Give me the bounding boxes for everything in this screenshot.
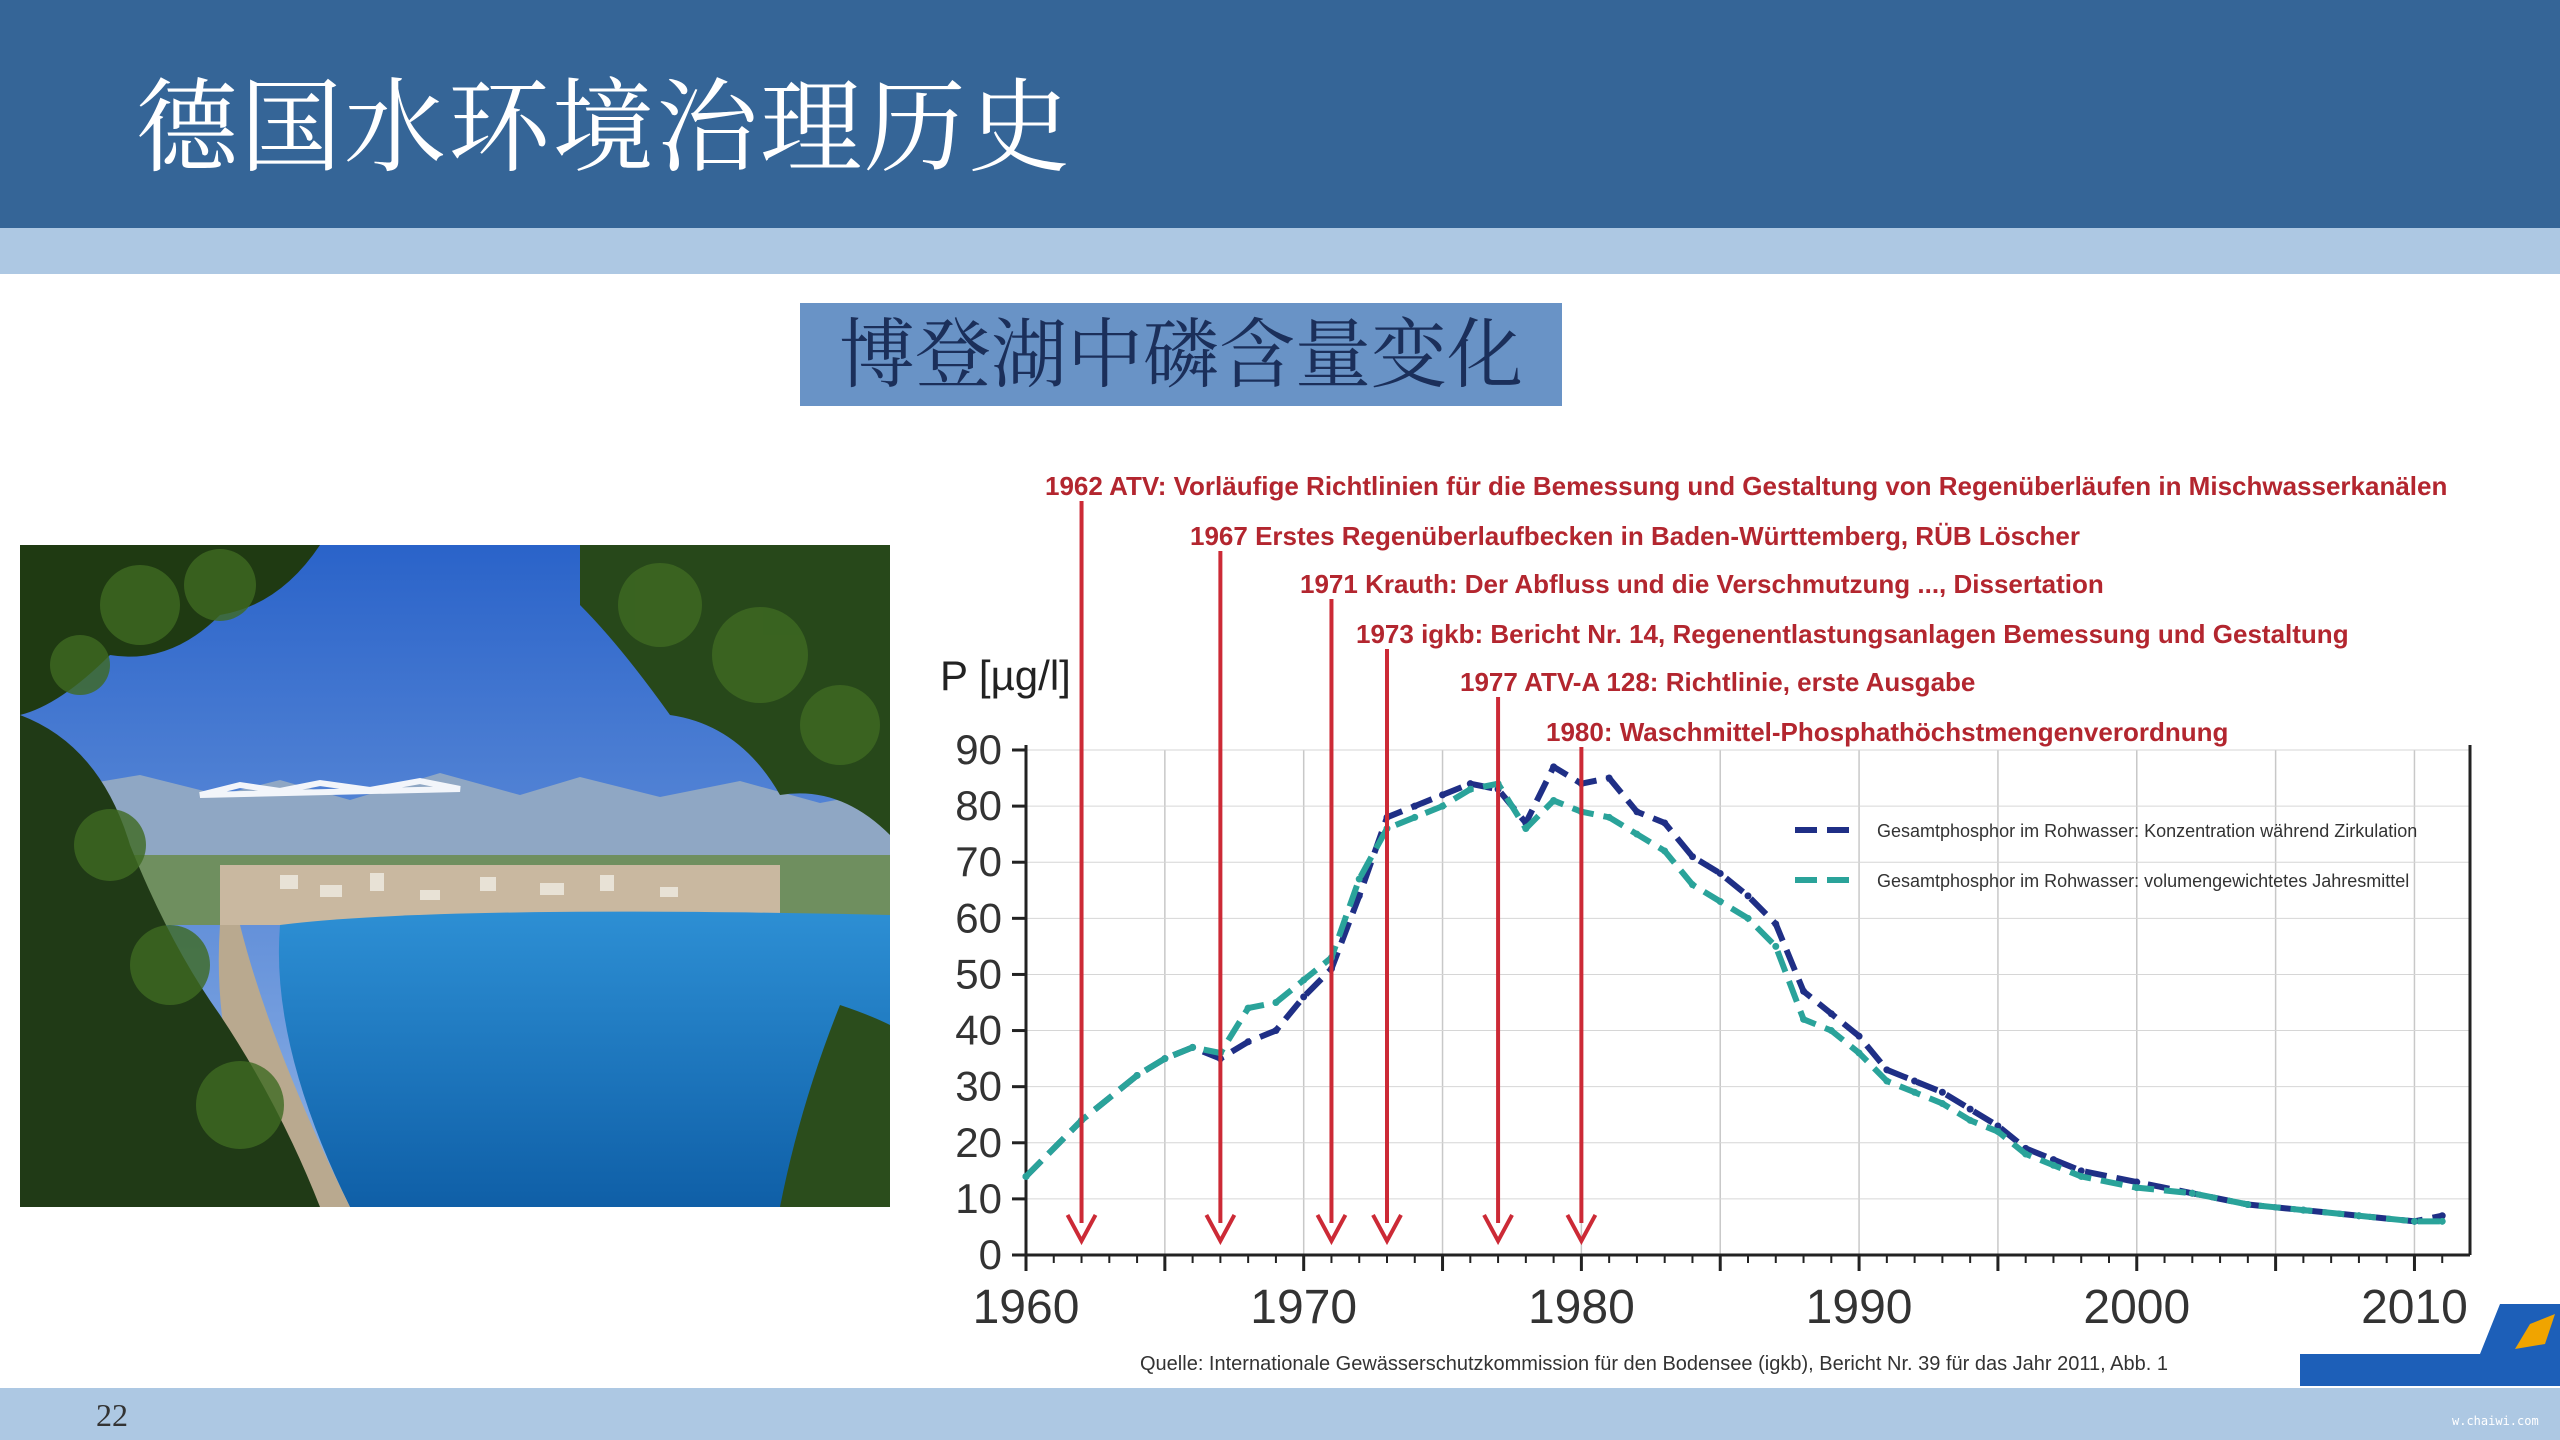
series-point-2 bbox=[1439, 803, 1446, 810]
chart-subtitle: 博登湖中磷含量变化 bbox=[800, 303, 1562, 406]
series-point-2 bbox=[1661, 848, 1668, 855]
y-axis-label: P [µg/l] bbox=[940, 652, 1071, 699]
series-point-1 bbox=[1828, 1010, 1835, 1017]
x-tick-label: 1970 bbox=[1250, 1281, 1358, 1334]
y-tick-label: 0 bbox=[978, 1231, 1002, 1278]
series-point-2 bbox=[1023, 1173, 1030, 1180]
x-tick-label: 1960 bbox=[972, 1281, 1080, 1334]
series-point-2 bbox=[1245, 1005, 1252, 1012]
x-tick-label: 2010 bbox=[2361, 1281, 2468, 1334]
series-point-1 bbox=[1856, 1033, 1863, 1040]
series-point-2 bbox=[1606, 814, 1613, 821]
footer-bar bbox=[0, 1388, 2560, 1440]
x-tick-label: 1980 bbox=[1527, 1281, 1635, 1334]
legend-label-1: Gesamtphosphor im Rohwasser: Konzentration während Zirkulation bbox=[1877, 821, 2418, 841]
series-point-1 bbox=[1661, 819, 1668, 826]
series-point-1 bbox=[1272, 1027, 1279, 1034]
series-point-2 bbox=[2078, 1173, 2085, 1180]
series-point-2 bbox=[1134, 1072, 1141, 1079]
series-point-2 bbox=[1911, 1089, 1918, 1096]
logo bbox=[2300, 1304, 2560, 1386]
series-point-2 bbox=[1717, 898, 1724, 905]
series-point-2 bbox=[1467, 786, 1474, 793]
annotation-label: 1971 Krauth: Der Abfluss und die Verschmutzung ..., Dissertation bbox=[1300, 569, 2104, 599]
legend-label-2: Gesamtphosphor im Rohwasser: volumengewichtetes Jahresmittel bbox=[1877, 871, 2410, 891]
series-point-1 bbox=[1717, 870, 1724, 877]
phosphorus-chart-svg bbox=[930, 445, 2490, 1395]
series-point-2 bbox=[2300, 1207, 2307, 1214]
watermark: w.chaiwi.com bbox=[2452, 1414, 2539, 1428]
series-point-2 bbox=[1633, 831, 1640, 838]
series-point-1 bbox=[1633, 808, 1640, 815]
series-point-2 bbox=[1994, 1128, 2001, 1135]
series-point-1 bbox=[1911, 1078, 1918, 1085]
series-point-2 bbox=[1189, 1044, 1196, 1051]
series-point-1 bbox=[1606, 775, 1613, 782]
series-point-2 bbox=[2133, 1184, 2140, 1191]
annotation-label: 1973 igkb: Bericht Nr. 14, Regenentlastungsanlagen Bemessung und Gestaltung bbox=[1356, 619, 2349, 649]
logo-icon bbox=[2300, 1304, 2560, 1386]
series-point-2 bbox=[1550, 797, 1557, 804]
series-point-2 bbox=[1745, 915, 1752, 922]
series-point-1 bbox=[1772, 920, 1779, 927]
y-tick-label: 40 bbox=[955, 1006, 1002, 1054]
x-tick-label: 1990 bbox=[1805, 1281, 1913, 1334]
series-point-1 bbox=[1689, 853, 1696, 860]
series-point-2 bbox=[2411, 1218, 2418, 1225]
y-tick-label: 50 bbox=[955, 950, 1002, 998]
y-tick-label: 80 bbox=[955, 782, 1002, 830]
y-tick-label: 60 bbox=[955, 894, 1002, 942]
series-point-1 bbox=[1745, 892, 1752, 899]
series-point-1 bbox=[1967, 1106, 1974, 1113]
y-tick-label: 10 bbox=[955, 1174, 1002, 1222]
series-line-2 bbox=[1026, 784, 2442, 1222]
series-point-1 bbox=[1300, 993, 1307, 1000]
y-tick-label: 70 bbox=[955, 838, 1002, 886]
series-point-1 bbox=[1550, 763, 1557, 770]
y-tick-label: 20 bbox=[955, 1118, 1002, 1166]
annotation-label: 1962 ATV: Vorläufige Richtlinien für die Bemessung und Gestaltung von Regenüberläufen in Mischwasserkanälen bbox=[1045, 471, 2448, 501]
series-point-2 bbox=[1856, 1050, 1863, 1057]
annotation-label: 1980: Waschmittel-Phosphathöchstmengenverordnung bbox=[1546, 717, 2229, 747]
x-tick-label: 2000 bbox=[2083, 1281, 2191, 1334]
series-point-2 bbox=[2355, 1212, 2362, 1219]
series-point-1 bbox=[1245, 1038, 1252, 1045]
series-point-2 bbox=[2022, 1151, 2029, 1158]
header-stripe bbox=[0, 228, 2560, 274]
phosphorus-chart bbox=[930, 445, 2490, 1395]
series-point-2 bbox=[1883, 1078, 1890, 1085]
series-point-1 bbox=[1800, 988, 1807, 995]
series-point-2 bbox=[1272, 999, 1279, 1006]
chart-source: Quelle: Internationale Gewässerschutzkommission für den Bodensee (igkb), Bericht Nr. 39 für das Jahr 2011, Abb. 1 bbox=[1140, 1353, 2168, 1375]
series-point-1 bbox=[1883, 1066, 1890, 1073]
series-point-2 bbox=[2189, 1190, 2196, 1197]
page-number: 22 bbox=[96, 1397, 128, 1433]
series-point-2 bbox=[1356, 876, 1363, 883]
y-tick-label: 30 bbox=[955, 1062, 1002, 1110]
series-point-2 bbox=[2439, 1218, 2446, 1225]
series-point-2 bbox=[1772, 943, 1779, 950]
series-point-2 bbox=[1300, 977, 1307, 984]
series-point-1 bbox=[1439, 791, 1446, 798]
annotation-label: 1977 ATV-A 128: Richtlinie, erste Ausgabe bbox=[1460, 667, 1976, 697]
series-point-2 bbox=[1800, 1016, 1807, 1023]
series-point-2 bbox=[1689, 881, 1696, 888]
series-point-2 bbox=[1939, 1100, 1946, 1107]
series-point-2 bbox=[2244, 1201, 2251, 1208]
series-point-2 bbox=[1828, 1027, 1835, 1034]
annotation-label: 1967 Erstes Regenüberlaufbecken in Baden-Württemberg, RÜB Löscher bbox=[1190, 521, 2081, 551]
lake-landscape-photo-icon bbox=[20, 545, 890, 1207]
series-point-2 bbox=[1522, 825, 1529, 832]
series-point-2 bbox=[1161, 1055, 1168, 1062]
series-point-2 bbox=[1967, 1117, 1974, 1124]
page-title: 德国水环境治理历史 bbox=[136, 69, 1072, 188]
series-point-1 bbox=[1411, 803, 1418, 810]
y-tick-label: 90 bbox=[955, 726, 1002, 773]
series-point-2 bbox=[2050, 1162, 2057, 1169]
series-point-1 bbox=[1939, 1089, 1946, 1096]
lake-photo bbox=[20, 545, 890, 1207]
series-point-2 bbox=[1411, 814, 1418, 821]
